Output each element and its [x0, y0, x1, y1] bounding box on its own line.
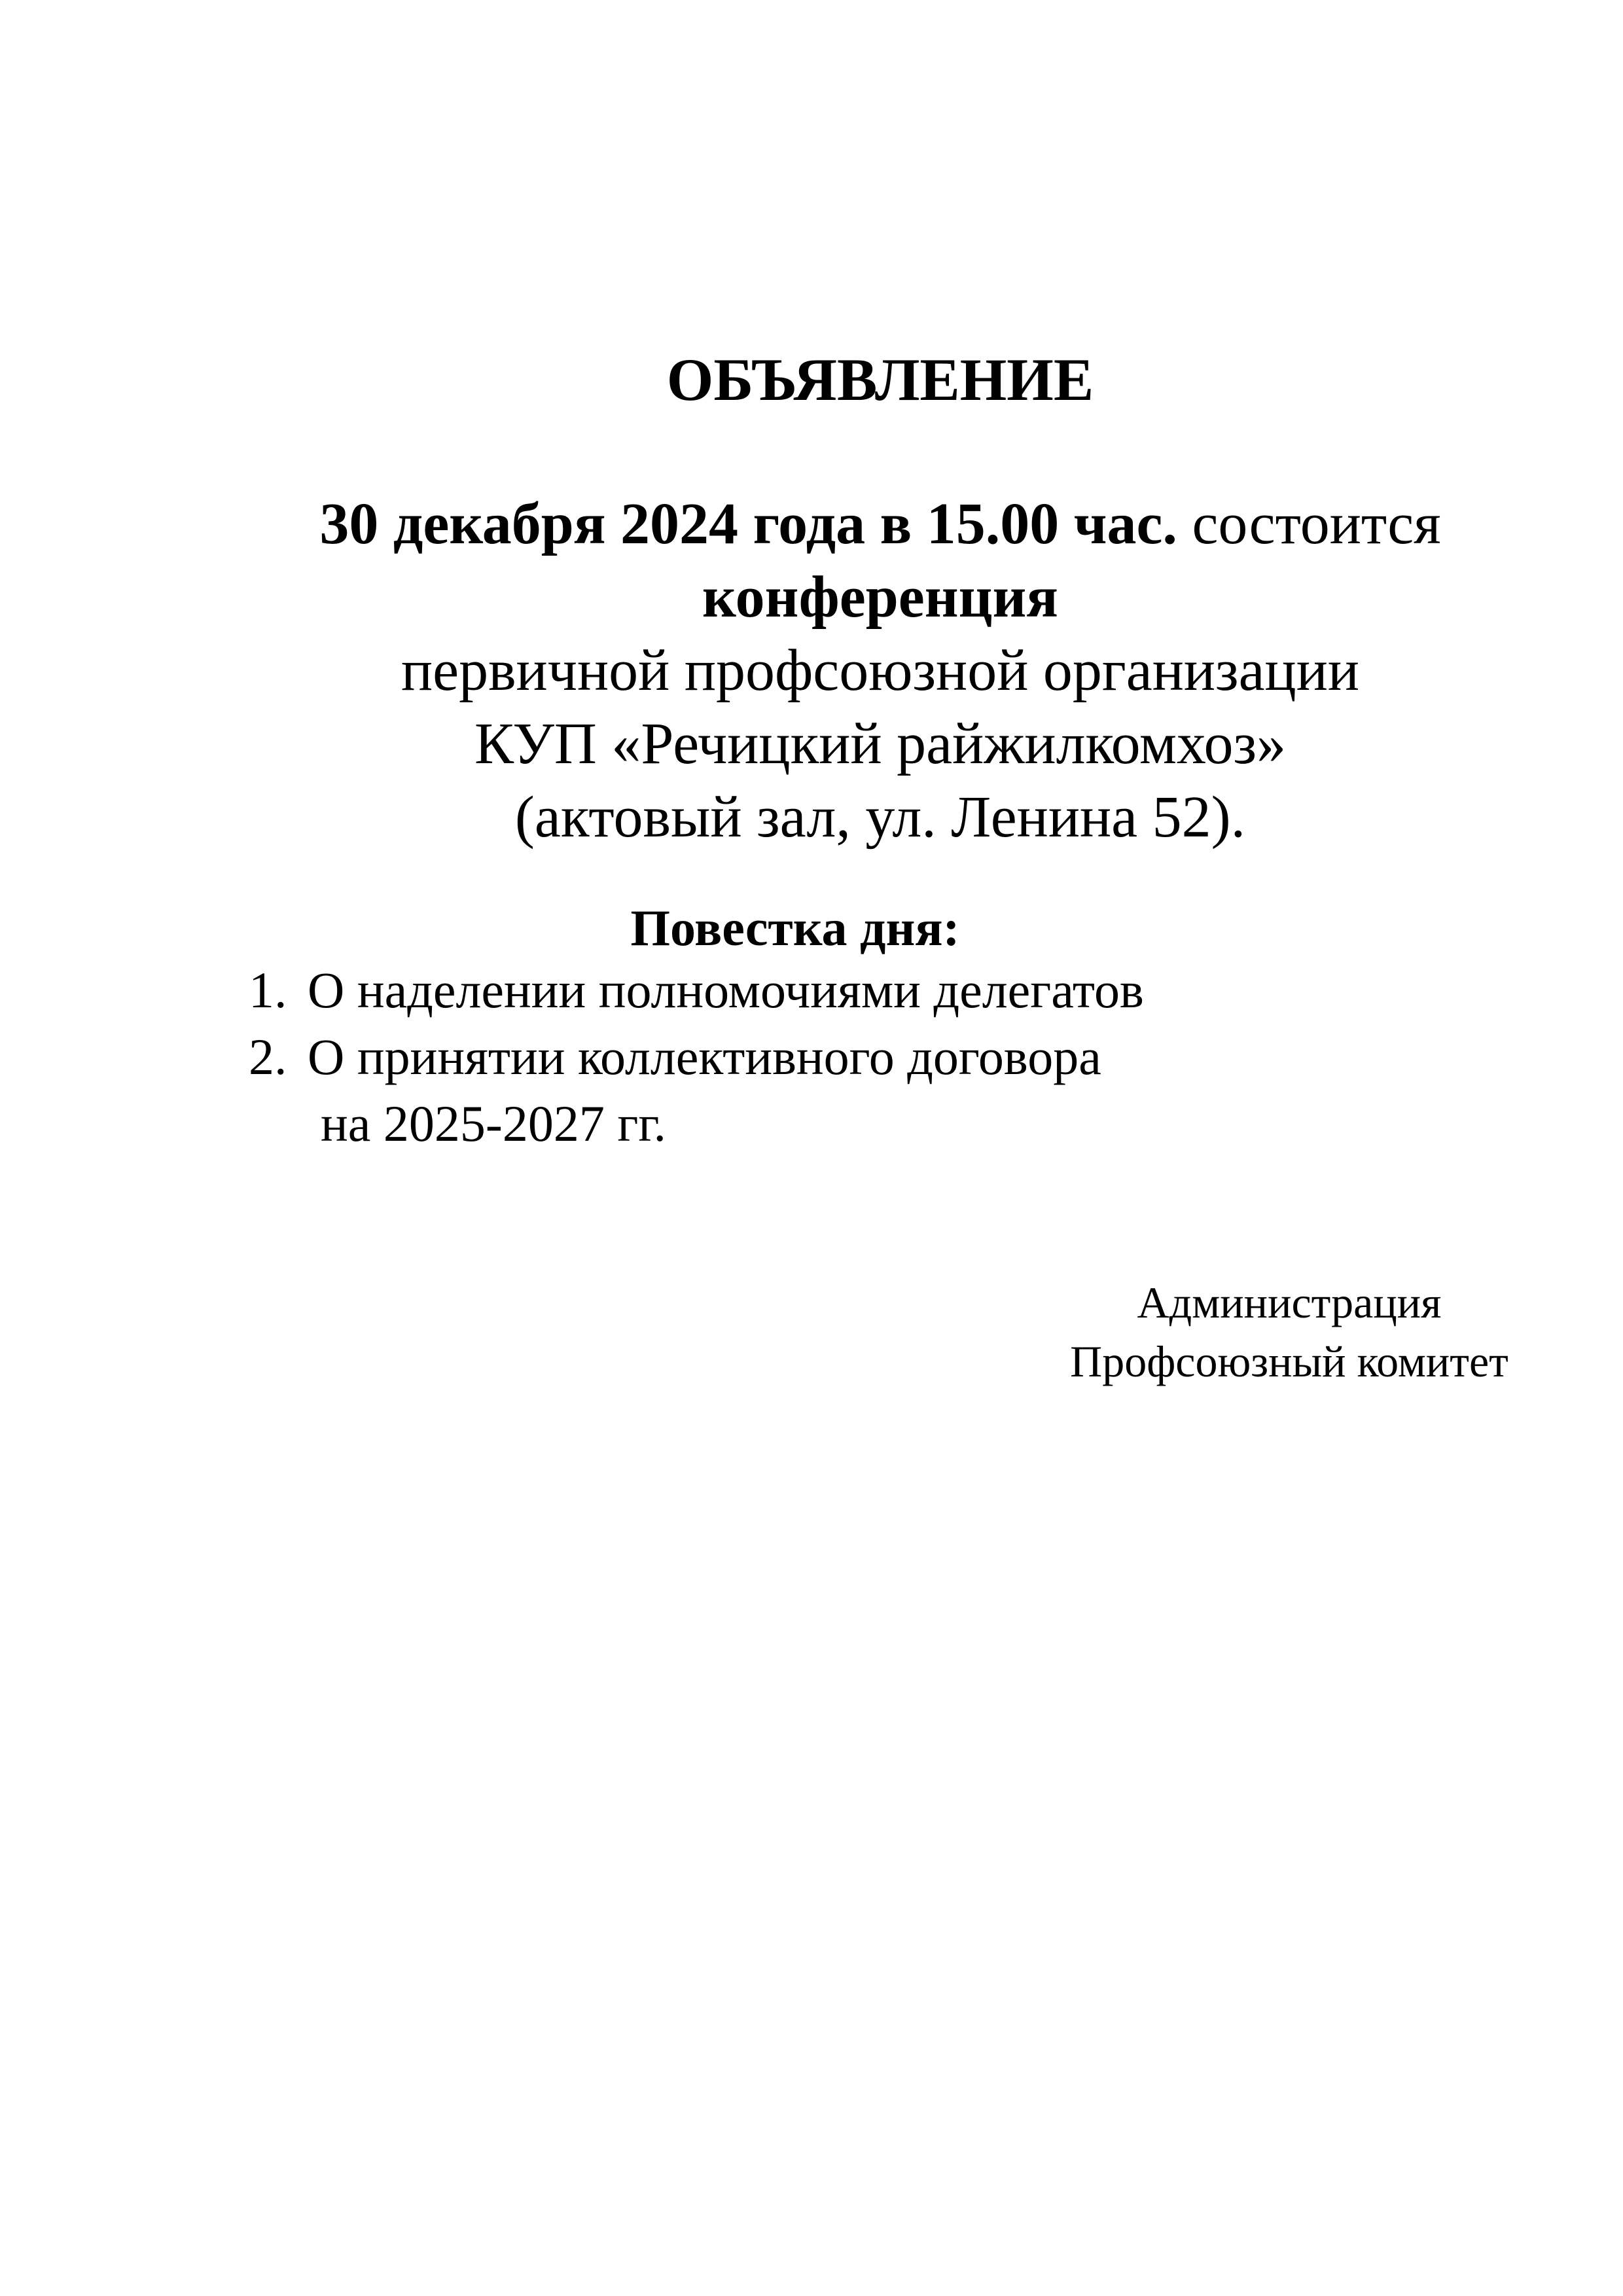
- event-name: конференция: [702, 565, 1058, 630]
- agenda-item: [249, 957, 1144, 1024]
- organization-line-2: КУП «Речицкий райжилкомхоз»: [474, 711, 1287, 776]
- agenda-item-text: О наделении полномочиями делегатов: [308, 961, 1144, 1018]
- signature-block: [1021, 1273, 1558, 1391]
- agenda-item-continuation: на 2025-2027 гг.: [321, 1095, 667, 1152]
- agenda-item-text: О принятии коллективного договора: [308, 1028, 1101, 1085]
- event-date-time: 30 декабря 2024 года в 15.00 час.: [319, 492, 1177, 556]
- signature-union-committee: Профсоюзный комитет: [1070, 1336, 1508, 1386]
- agenda-title: Повестка дня:: [630, 899, 960, 956]
- agenda-item-number: 1.: [249, 961, 287, 1018]
- announcement-details: [0, 488, 1623, 854]
- signature-administration: Администрация: [1137, 1278, 1442, 1327]
- agenda-list: [249, 957, 1144, 1157]
- announcement-title: ОБЪЯВЛЕНИЕ: [666, 346, 1094, 413]
- agenda-item: [249, 1024, 1144, 1157]
- organization-line-1: первичной профсоюзной организации: [401, 638, 1360, 703]
- agenda-item-number: 2.: [249, 1028, 287, 1085]
- event-action: состоится: [1177, 492, 1441, 556]
- event-location: (актовый зал, ул. Ленина 52).: [514, 785, 1246, 850]
- date-line: [0, 488, 1623, 561]
